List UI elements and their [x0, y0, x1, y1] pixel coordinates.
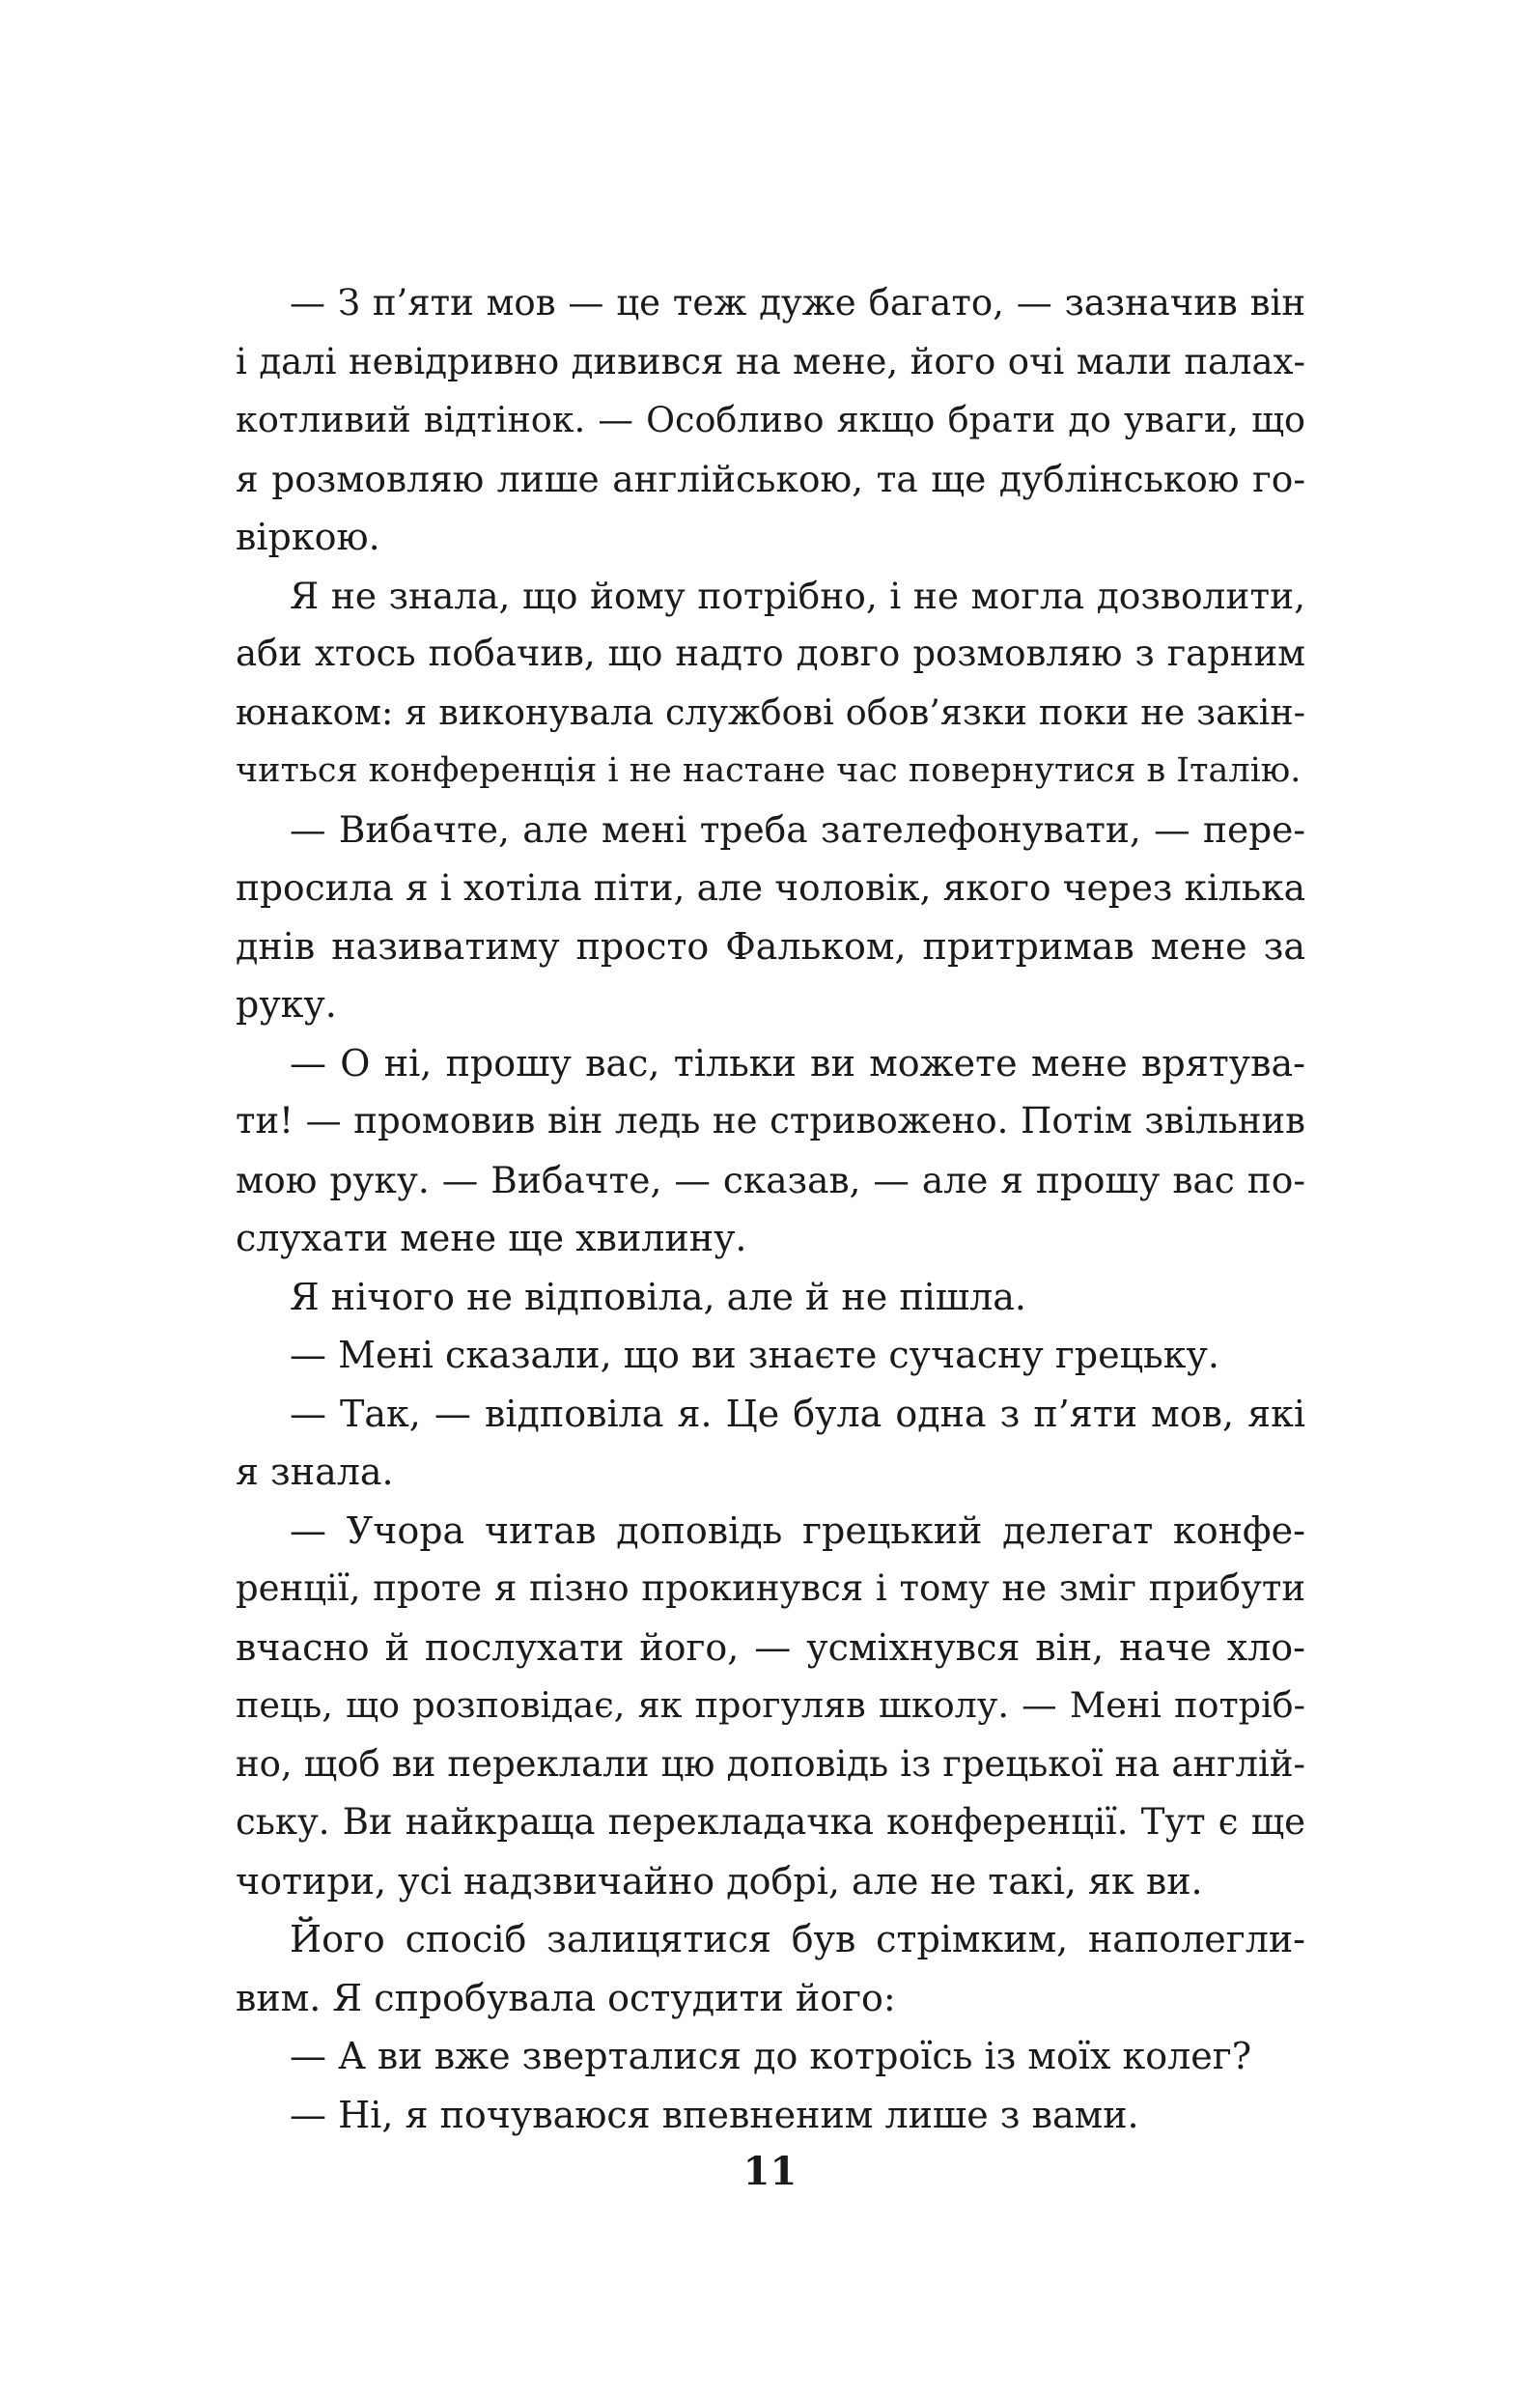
text-line: — Ні, я почуваюся впевненим лише з вами. — [290, 2093, 1139, 2136]
text-line: но, щоб ви переклали цю доповідь із грецької на англій- — [236, 1742, 1305, 1785]
text-line: Я нічого не відповіла, але й не пішла. — [290, 1275, 1027, 1318]
text-line: ренції, проте я пізно прокинувся і тому не зміг прибути — [236, 1567, 1305, 1609]
text-line: віркою. — [236, 516, 380, 558]
text-line: днів називатиму просто Фальком, притримав мене за — [236, 924, 1305, 968]
text-line: — А ви вже зверталися до котроїсь із моїх колег? — [290, 2035, 1252, 2077]
text-line: читься конференція і не настане час повернутися в Італію. — [236, 751, 1302, 790]
text-line: вим. Я спробувала остудити його: — [236, 1976, 896, 2019]
text-line: мою руку. — Вибачте, — сказав, — але я прошу вас по- — [236, 1158, 1305, 1201]
text-line: — Вибачте, але мені треба зателефонувати, — пере- — [290, 807, 1305, 851]
text-line: — Мені сказали, що ви знаєте сучасну грецьку. — [290, 1334, 1219, 1376]
text-line: руку. — [236, 983, 337, 1026]
text-line: — Учора читав доповідь грецький делегат конфе- — [290, 1508, 1305, 1552]
text-line: я розмовляю лише англійською, та ще дублінською го- — [236, 457, 1305, 500]
text-line: слухати мене ще хвилину. — [236, 1217, 747, 1259]
text-line: — З п’яти мов — це теж дуже багато, — зазначив він — [290, 282, 1305, 324]
text-line: Його спосіб залицятися був стрімким, наполегли- — [290, 1918, 1305, 1960]
page-number: 11 — [742, 2149, 798, 2194]
text-line: Я не знала, що йому потрібно, і не могла дозволити, — [290, 574, 1305, 617]
body-text — [236, 274, 1305, 2144]
text-line: ти! — промовив він ледь не стривожено. Потім звільнив — [236, 1100, 1305, 1142]
text-line: чотири, усі надзвичайно добрі, але не такі, як ви. — [236, 1859, 1203, 1903]
text-line: я знала. — [236, 1451, 394, 1493]
text-line: пець, що розповідає, як прогуляв школу. — Мені потріб- — [236, 1684, 1305, 1726]
text-line: вчасно й послухати його, — усміхнувся він, наче хло- — [236, 1625, 1305, 1669]
text-line: ську. Ви найкраща перекладачка конференції. Тут є ще — [236, 1801, 1305, 1843]
text-line: аби хтось побачив, що надто довго розмовляю з гарним — [236, 633, 1305, 674]
text-line: котливий відтінок. — Особливо якщо брати до уваги, що — [236, 399, 1305, 440]
text-line: юнаком: я виконувала службові обов’язки поки не закін- — [236, 691, 1305, 733]
text-line: — О ні, прошу вас, тільки ви можете мене врятува- — [290, 1041, 1305, 1085]
text-line: просила я і хотіла піти, але чоловік, якого через кілька — [236, 866, 1305, 909]
text-line: і далі невідривно дивився на мене, його очі мали палах- — [236, 340, 1305, 382]
text-line: — Так, — відповіла я. Це була одна з п’яти мов, які — [290, 1392, 1305, 1435]
